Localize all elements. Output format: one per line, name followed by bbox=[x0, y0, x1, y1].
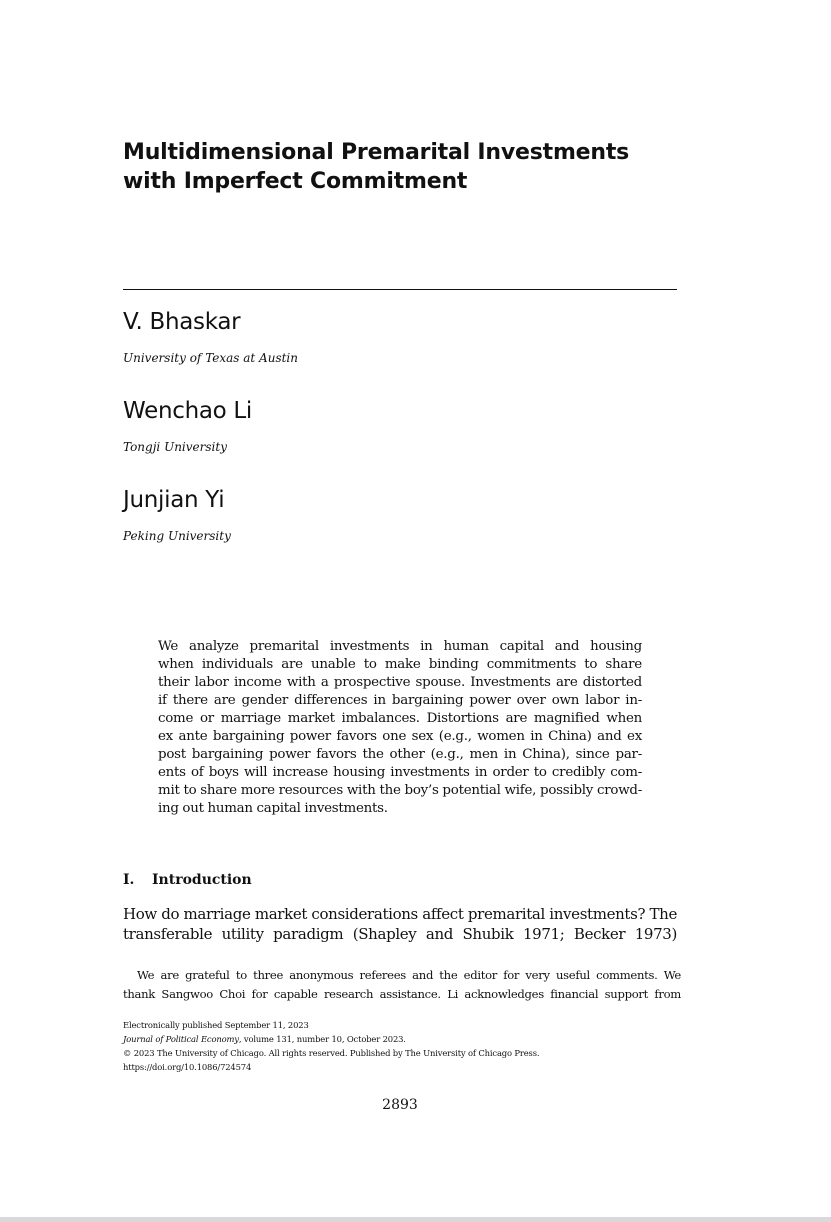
abstract-line: when individuals are unable to make binding commitments to share bbox=[158, 657, 642, 672]
abstract-line: if there are gender differences in bargaining power over own labor in- bbox=[158, 693, 642, 708]
page-number: 2893 bbox=[382, 1097, 418, 1113]
footnote-line: thank Sangwoo Choi for capable research assistance. Li acknowledges financial support from bbox=[123, 987, 681, 1001]
abstract-line: ex ante bargaining power favors one sex (e.g., women in China) and ex bbox=[158, 729, 642, 744]
body-line: How do marriage market considerations affect premarital investments? The bbox=[123, 905, 677, 923]
title-divider bbox=[123, 289, 677, 290]
journal-details: , volume 131, number 10, October 2023. bbox=[238, 1034, 406, 1044]
viewer-bottom-edge bbox=[0, 1217, 831, 1222]
title-line-1: Multidimensional Premarital Investments bbox=[123, 140, 630, 165]
published-date: Electronically published September 11, 2023 bbox=[123, 1020, 309, 1030]
body-line: transferable utility paradigm (Shapley and Shubik 1971; Becker 1973) bbox=[123, 925, 677, 943]
acknowledgments-footnote bbox=[123, 966, 681, 1004]
author-name-3: Junjian Yi bbox=[123, 487, 225, 513]
author-affiliation-2: Tongji University bbox=[123, 440, 227, 454]
section-title: Introduction bbox=[152, 872, 252, 888]
author-affiliation-1: University of Texas at Austin bbox=[123, 351, 298, 365]
abstract-line: ents of boys will increase housing investments in order to credibly com- bbox=[158, 765, 642, 780]
title-line-2: with Imperfect Commitment bbox=[123, 169, 468, 194]
author-affiliation-3: Peking University bbox=[123, 529, 231, 543]
footnote-line: We are grateful to three anonymous referees and the editor for very useful comments. We bbox=[137, 968, 681, 982]
introduction-text bbox=[123, 904, 677, 944]
journal-citation bbox=[123, 1032, 683, 1046]
abstract-line: We analyze premarital investments in human capital and housing bbox=[158, 639, 642, 654]
abstract-line: ing out human capital investments. bbox=[158, 801, 388, 816]
doi-link[interactable]: https://doi.org/10.1086/724574 bbox=[123, 1062, 252, 1072]
publication-info bbox=[123, 1018, 683, 1074]
journal-name: Journal of Political Economy bbox=[123, 1034, 239, 1044]
abstract-line: their labor income with a prospective spouse. Investments are distorted bbox=[158, 675, 642, 690]
author-name-2: Wenchao Li bbox=[123, 398, 253, 424]
abstract bbox=[158, 638, 642, 818]
abstract-line: mit to share more resources with the boy’s potential wife, possibly crowd- bbox=[158, 783, 642, 798]
copyright-notice: © 2023 The University of Chicago. All rights reserved. Published by The University of Chicago Press. bbox=[123, 1048, 540, 1058]
section-number: I. bbox=[123, 872, 135, 888]
abstract-line: post bargaining power favors the other (e.g., men in China), since par- bbox=[158, 747, 642, 762]
abstract-line: come or marriage market imbalances. Distortions are magnified when bbox=[158, 711, 642, 726]
author-name-1: V. Bhaskar bbox=[123, 309, 241, 335]
section-heading bbox=[123, 872, 252, 888]
paper-title bbox=[123, 138, 683, 196]
